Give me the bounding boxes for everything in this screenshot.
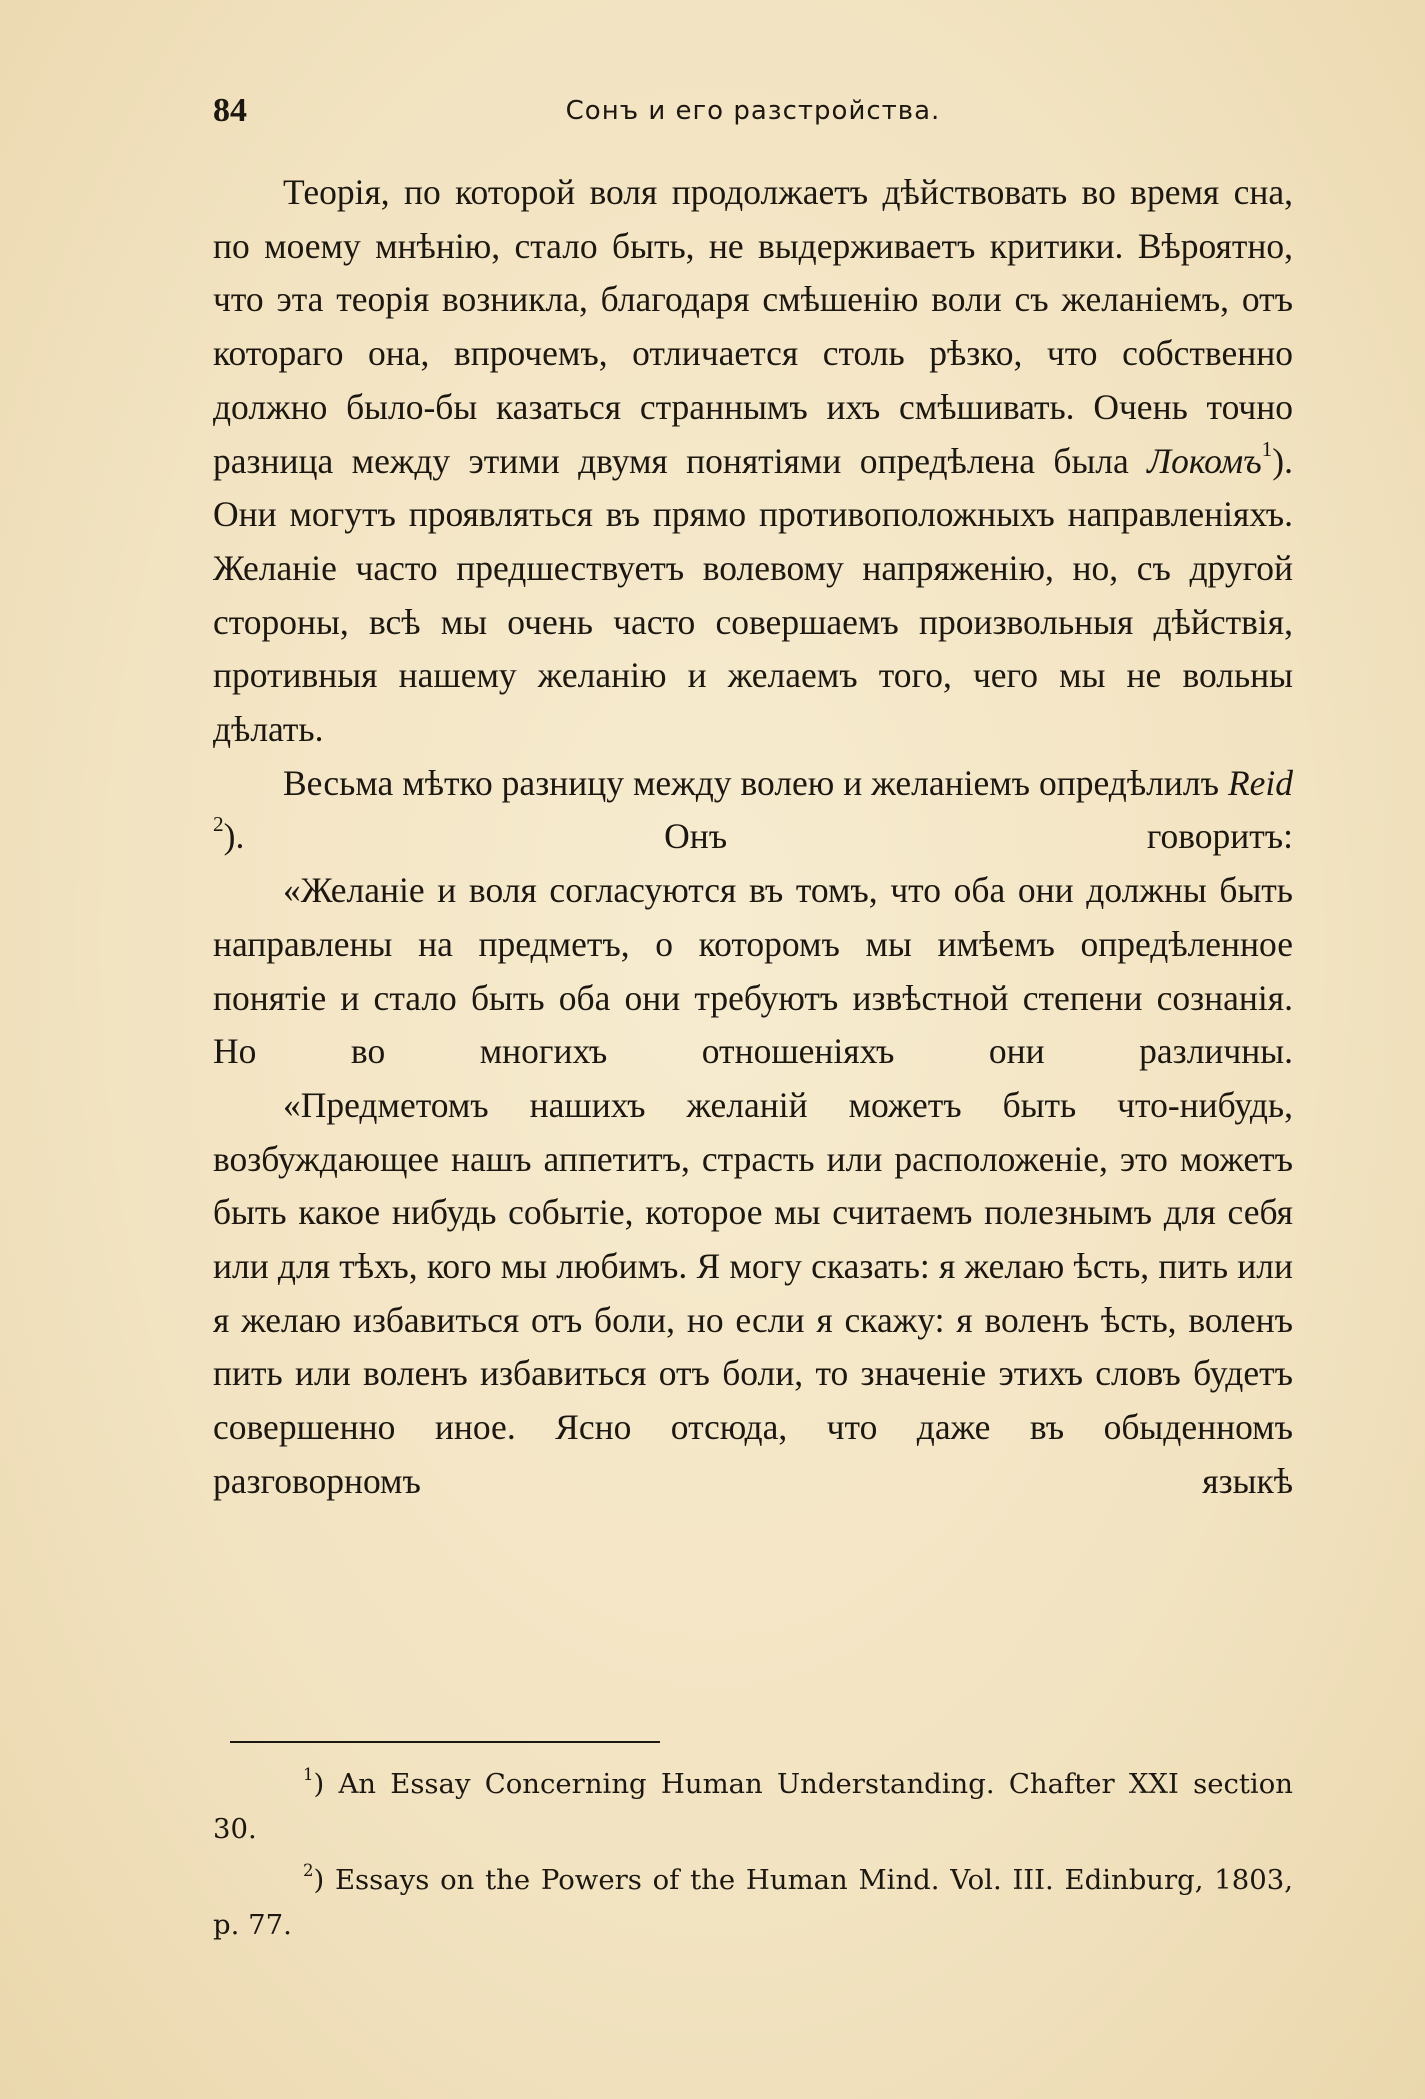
footnote-mark-2: 2 [303,1860,314,1880]
body-text [213,166,1293,1509]
footnote-2-text: ) Essays on the Powers of the Human Mind. Vol. III. Edinburg, 1803, p. 77. [213,1864,1293,1941]
paragraph-2-text-b: ). Онъ говоритъ: [223,816,1293,857]
paragraph-2-text-a: Весьма мѣтко разницу между волею и желаніемъ опредѣлилъ [283,762,1228,803]
paragraph-4: «Предметомъ нашихъ желаній можетъ быть что-нибудь, возбуждающее нашъ аппетитъ, страсть или расположеніе, это можетъ быть какое нибудь событіе, которое мы считаемъ полезнымъ для себя или для тѣхъ, кого мы любимъ. Я могу сказать: я желаю ѣсть, пить или я желаю избавиться отъ боли, но если я скажу: я воленъ ѣсть, воленъ пить или воленъ избавиться отъ боли, то значеніе этихъ словъ будетъ совершенно иное. Ясно отсюда, что даже въ обыденномъ разговорномъ языкѣ [213,1084,1293,1501]
footnote-2 [213,1858,1293,1948]
footnote-separator [230,1741,660,1743]
paragraph-3: «Желаніе и воля согласуются въ томъ, что оба они должны быть направлены на предметъ, о которомъ мы имѣемъ опредѣленное понятіе и стало быть оба они требуютъ извѣстной степени сознанія. Но во многихъ отношеніяхъ они различны. [213,870,1293,1072]
footnote-mark-1: 1 [303,1764,314,1784]
footnotes [213,1762,1293,1954]
page-header [213,92,1293,132]
page-number: 84 [213,92,247,129]
author-name-locke: Локомъ [1147,440,1262,481]
paragraph-1-text-b: ). Они могутъ проявляться въ прямо противоположныхъ направленіяхъ. Желаніе часто предшествуетъ волевому напряженію, но, съ другой стороны, всѣ мы очень часто совершаемъ произвольныя дѣйствія, противныя нашему желанію и желаемъ того, чего мы не вольны дѣлать. [213,440,1293,750]
footnote-ref-2: 2 [213,812,224,837]
paragraph-1-text-a: Теорія, по которой воля продолжаетъ дѣйствовать во время сна, по моему мнѣнію, стало быть, не выдерживаетъ критики. Вѣроятно, что эта теорія возникла, благодаря смѣшенію воли съ желаніемъ, отъ котораго она, впрочемъ, отличается столь рѣзко, что собственно должно было-бы казаться страннымъ ихъ смѣшивать. Очень точно разница между этими двумя понятіями опредѣлена была [213,172,1293,481]
paragraph-1 [213,166,1293,757]
footnote-ref-1: 1 [1261,436,1273,461]
author-name-reid: Reid [1227,762,1293,803]
running-title: Сонъ и его разстройства. [565,96,941,126]
footnote-1 [213,1762,1293,1852]
footnote-1-text: ) An Essay Concerning Human Understanding. Chafter XXI section 30. [213,1768,1293,1845]
paragraph-2 [213,757,1293,864]
